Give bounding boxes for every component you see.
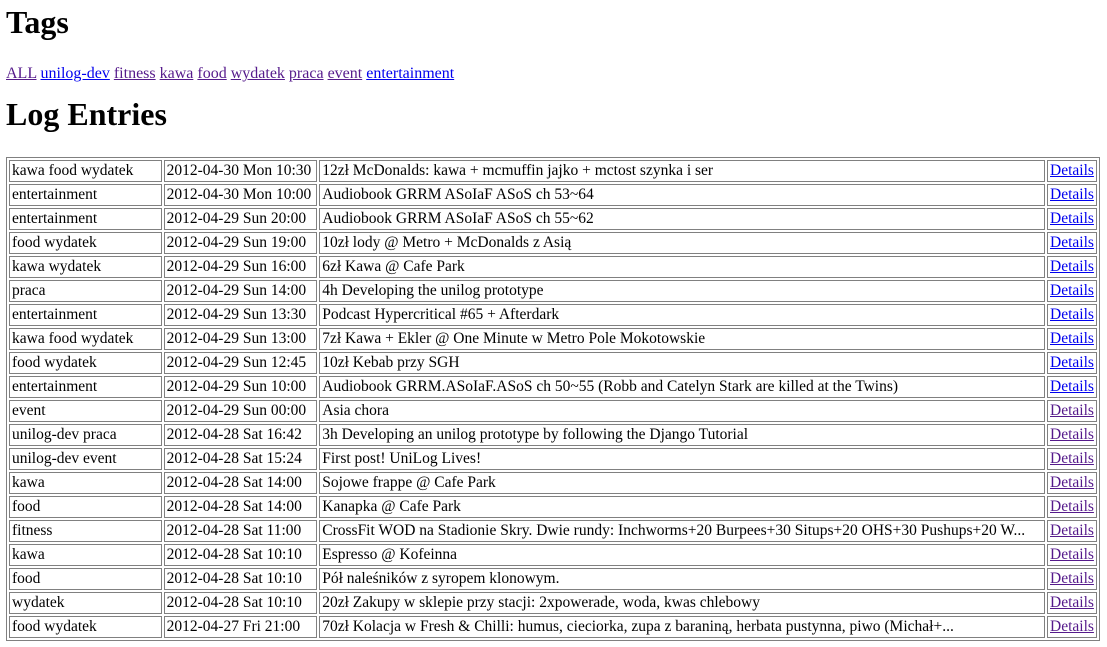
table-row — [9, 544, 1097, 566]
details-link[interactable]: Details — [1050, 378, 1094, 395]
entry-date: 2012-04-29 Sun 12:45 — [164, 352, 318, 374]
entry-details-cell — [1047, 304, 1097, 326]
entry-date: 2012-04-30 Mon 10:00 — [164, 184, 318, 206]
table-row — [9, 496, 1097, 518]
table-row — [9, 352, 1097, 374]
entry-details-cell — [1047, 232, 1097, 254]
entry-date: 2012-04-28 Sat 10:10 — [164, 568, 318, 590]
entry-date: 2012-04-28 Sat 14:00 — [164, 472, 318, 494]
entry-date: 2012-04-28 Sat 11:00 — [164, 520, 318, 542]
tag-list — [6, 65, 1101, 83]
details-link[interactable]: Details — [1050, 210, 1094, 227]
entry-tags: entertainment — [9, 208, 162, 230]
entry-tags: kawa food wydatek — [9, 328, 162, 350]
entry-details-cell — [1047, 520, 1097, 542]
tag-link-entertainment[interactable]: entertainment — [366, 65, 455, 82]
entry-details-cell — [1047, 280, 1097, 302]
details-link[interactable]: Details — [1050, 330, 1094, 347]
entry-date: 2012-04-28 Sat 16:42 — [164, 424, 318, 446]
entry-tags: entertainment — [9, 376, 162, 398]
entry-date: 2012-04-28 Sat 14:00 — [164, 496, 318, 518]
table-row — [9, 472, 1097, 494]
tag-link-praca[interactable]: praca — [288, 65, 324, 82]
entry-text: 10zł lody @ Metro + McDonalds z Asią — [319, 232, 1045, 254]
table-row — [9, 592, 1097, 614]
entry-text: Audiobook GRRM.ASoIaF.ASoS ch 50~55 (Robb and Catelyn Stark are killed at the Twins) — [319, 376, 1045, 398]
entry-text: Kanapka @ Cafe Park — [319, 496, 1045, 518]
details-link[interactable]: Details — [1050, 306, 1094, 323]
log-entries-heading: Log Entries — [6, 96, 167, 132]
entry-details-cell — [1047, 184, 1097, 206]
details-link[interactable]: Details — [1050, 546, 1094, 563]
entry-details-cell — [1047, 472, 1097, 494]
entry-tags: event — [9, 400, 162, 422]
tag-link-fitness[interactable]: fitness — [113, 65, 156, 82]
table-row — [9, 616, 1097, 638]
entry-tags: entertainment — [9, 304, 162, 326]
entry-text: 7zł Kawa + Ekler @ One Minute w Metro Pole Mokotowskie — [319, 328, 1045, 350]
entry-details-cell — [1047, 496, 1097, 518]
details-link[interactable]: Details — [1050, 522, 1094, 539]
entry-tags: entertainment — [9, 184, 162, 206]
details-link[interactable]: Details — [1050, 450, 1094, 467]
table-row — [9, 256, 1097, 278]
entry-details-cell — [1047, 568, 1097, 590]
entry-text: 20zł Zakupy w sklepie przy stacji: 2xpowerade, woda, kwas chlebowy — [319, 592, 1045, 614]
table-row — [9, 400, 1097, 422]
entry-text: Podcast Hypercritical #65 + Afterdark — [319, 304, 1045, 326]
details-link[interactable]: Details — [1050, 258, 1094, 275]
tag-link-kawa[interactable]: kawa — [159, 65, 194, 82]
entry-date: 2012-04-29 Sun 20:00 — [164, 208, 318, 230]
entry-tags: food — [9, 568, 162, 590]
entry-tags: fitness — [9, 520, 162, 542]
details-link[interactable]: Details — [1050, 186, 1094, 203]
entry-tags: unilog-dev event — [9, 448, 162, 470]
tag-link-wydatek[interactable]: wydatek — [230, 65, 285, 82]
table-row — [9, 328, 1097, 350]
table-row — [9, 448, 1097, 470]
entry-text: 4h Developing the unilog prototype — [319, 280, 1045, 302]
details-link[interactable]: Details — [1050, 474, 1094, 491]
entry-tags: food wydatek — [9, 232, 162, 254]
table-row — [9, 184, 1097, 206]
tag-link-unilog-dev[interactable]: unilog-dev — [40, 65, 110, 82]
table-row — [9, 376, 1097, 398]
entry-tags: kawa food wydatek — [9, 160, 162, 182]
entry-text: Audiobook GRRM ASoIaF ASoS ch 53~64 — [319, 184, 1045, 206]
entry-details-cell — [1047, 424, 1097, 446]
entry-date: 2012-04-29 Sun 00:00 — [164, 400, 318, 422]
tag-link-event[interactable]: event — [327, 65, 363, 82]
entry-text: Audiobook GRRM ASoIaF ASoS ch 55~62 — [319, 208, 1045, 230]
entry-tags: wydatek — [9, 592, 162, 614]
entry-details-cell — [1047, 328, 1097, 350]
details-link[interactable]: Details — [1050, 402, 1094, 419]
log-entries-table — [6, 157, 1100, 641]
tag-link-food[interactable]: food — [197, 65, 227, 82]
entry-details-cell — [1047, 256, 1097, 278]
entry-details-cell — [1047, 400, 1097, 422]
entry-date: 2012-04-28 Sat 10:10 — [164, 592, 318, 614]
table-row — [9, 568, 1097, 590]
table-row — [9, 208, 1097, 230]
entry-text: Espresso @ Kofeinna — [319, 544, 1045, 566]
details-link[interactable]: Details — [1050, 426, 1094, 443]
table-row — [9, 424, 1097, 446]
tags-heading: Tags — [6, 4, 69, 40]
entry-text: Sojowe frappe @ Cafe Park — [319, 472, 1045, 494]
entry-tags: kawa — [9, 544, 162, 566]
entry-tags: praca — [9, 280, 162, 302]
details-link[interactable]: Details — [1050, 498, 1094, 515]
entry-text: 3h Developing an unilog prototype by following the Django Tutorial — [319, 424, 1045, 446]
entry-details-cell — [1047, 376, 1097, 398]
entry-details-cell — [1047, 448, 1097, 470]
entry-text: Pół naleśników z syropem klonowym. — [319, 568, 1045, 590]
entry-tags: kawa — [9, 472, 162, 494]
entry-date: 2012-04-29 Sun 13:00 — [164, 328, 318, 350]
entry-tags: kawa wydatek — [9, 256, 162, 278]
table-row — [9, 520, 1097, 542]
details-link[interactable]: Details — [1050, 234, 1094, 251]
entry-tags: food wydatek — [9, 352, 162, 374]
details-link[interactable]: Details — [1050, 618, 1094, 635]
entry-text: First post! UniLog Lives! — [319, 448, 1045, 470]
entry-tags: unilog-dev praca — [9, 424, 162, 446]
entry-date: 2012-04-29 Sun 16:00 — [164, 256, 318, 278]
entry-text: CrossFit WOD na Stadionie Skry. Dwie rundy: Inchworms+20 Burpees+30 Situps+20 OHS+30 Pushups+20 W... — [319, 520, 1045, 542]
table-row — [9, 232, 1097, 254]
entry-date: 2012-04-29 Sun 14:00 — [164, 280, 318, 302]
entry-details-cell — [1047, 616, 1097, 638]
entry-details-cell — [1047, 544, 1097, 566]
entry-details-cell — [1047, 160, 1097, 182]
entry-text: 12zł McDonalds: kawa + mcmuffin jajko + mctost szynka i ser — [319, 160, 1045, 182]
entry-details-cell — [1047, 592, 1097, 614]
details-link[interactable]: Details — [1050, 354, 1094, 371]
entry-date: 2012-04-28 Sat 15:24 — [164, 448, 318, 470]
entry-date: 2012-04-29 Sun 10:00 — [164, 376, 318, 398]
table-row — [9, 280, 1097, 302]
table-row — [9, 304, 1097, 326]
entry-date: 2012-04-30 Mon 10:30 — [164, 160, 318, 182]
entry-date: 2012-04-29 Sun 13:30 — [164, 304, 318, 326]
entry-text: 6zł Kawa @ Cafe Park — [319, 256, 1045, 278]
entry-text: Asia chora — [319, 400, 1045, 422]
details-link[interactable]: Details — [1050, 282, 1094, 299]
entry-details-cell — [1047, 208, 1097, 230]
tag-link-ALL[interactable]: ALL — [6, 65, 37, 82]
entry-date: 2012-04-27 Fri 21:00 — [164, 616, 318, 638]
table-row — [9, 160, 1097, 182]
entry-details-cell — [1047, 352, 1097, 374]
details-link[interactable]: Details — [1050, 162, 1094, 179]
entry-date: 2012-04-29 Sun 19:00 — [164, 232, 318, 254]
entry-date: 2012-04-28 Sat 10:10 — [164, 544, 318, 566]
entry-tags: food wydatek — [9, 616, 162, 638]
details-link[interactable]: Details — [1050, 594, 1094, 611]
entry-text: 70zł Kolacja w Fresh & Chilli: humus, cieciorka, zupa z baraniną, herbata pustynna, piwo (Michał+... — [319, 616, 1045, 638]
details-link[interactable]: Details — [1050, 570, 1094, 587]
entry-tags: food — [9, 496, 162, 518]
entry-text: 10zł Kebab przy SGH — [319, 352, 1045, 374]
